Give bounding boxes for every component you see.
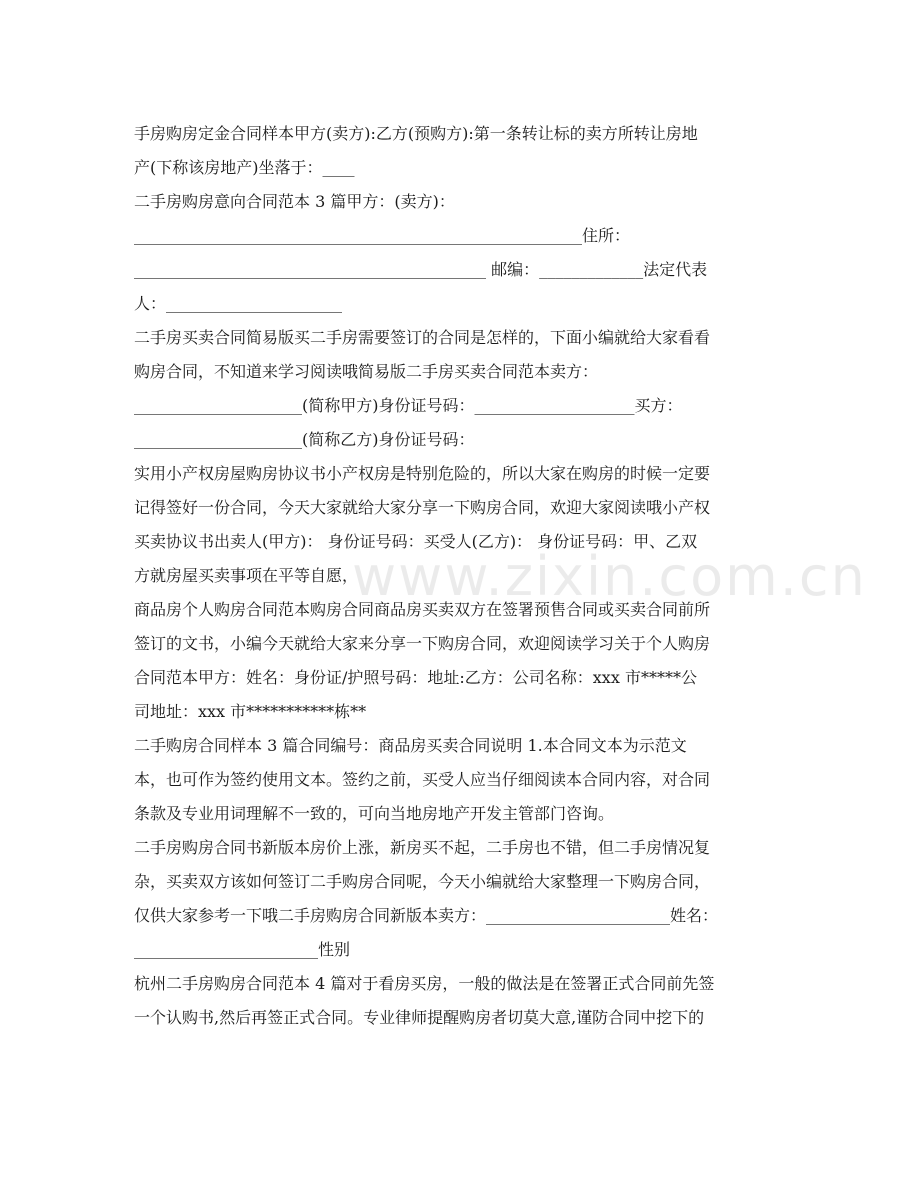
- text-line: _______________________性别: [134, 940, 351, 959]
- text-line: ____________________________________________ 邮编：_____________法定代表: [134, 260, 708, 279]
- text-line: 一个认购书,然后再签正式合同。专业律师提醒购房者切莫大意,谨防合同中挖下的: [134, 1008, 705, 1027]
- text-line: 杂，买卖双方该如何签订二手购房合同呢，今天小编就给大家整理一下购房合同，: [134, 872, 711, 891]
- text-line: 二手房买卖合同简易版买二手房需要签订的合同是怎样的，下面小编就给大家看看: [134, 328, 711, 347]
- text-line: 杭州二手房购房合同范本 4 篇对于看房买房，一般的做法是在签署正式合同前先签: [134, 974, 715, 993]
- text-line: 二手购房合同样本 3 篇合同编号：商品房买卖合同说明 1.本合同文本为示范文: [134, 736, 687, 755]
- text-line: 二手房购房合同书新版本房价上涨，新房买不起，二手房也不错，但二手房情况复: [134, 838, 711, 857]
- text-line: 人：______________________: [134, 294, 343, 313]
- text-line: 二手房购房意向合同范本 3 篇甲方：(卖方)：: [134, 192, 455, 211]
- text-line: 手房购房定金合同样本甲方(卖方):乙方(预购方):第一条转让标的卖方所转让房地: [134, 124, 698, 143]
- text-line: 商品房个人购房合同范本购房合同商品房买卖双方在签署预售合同或买卖合同前所: [134, 600, 711, 619]
- text-line: 方就房屋买卖事项在平等自愿，: [134, 566, 359, 585]
- text-line: _____________________(简称甲方)身份证号码：____________________买方：: [134, 396, 683, 415]
- text-line: 记得签好一份合同，今天大家就给大家分享一下购房合同，欢迎大家阅读哦小产权: [134, 498, 711, 517]
- text-line: _____________________(简称乙方)身份证号码：: [134, 430, 475, 449]
- text-line: 买卖协议书出卖人(甲方)： 身份证号码：买受人(乙方)： 身份证号码：甲、乙双: [134, 532, 698, 551]
- text-line: 本，也可作为签约使用文本。签约之前，买受人应当仔细阅读本合同内容，对合同: [134, 770, 711, 789]
- watermark: www.zixin.com.cn: [352, 545, 867, 608]
- text-line: 签订的文书，小编今天就给大家来分享一下购房合同，欢迎阅读学习关于个人购房: [134, 634, 711, 653]
- text-line: 条款及专业用词理解不一致的，可向当地房地产开发主管部门咨询。: [134, 804, 615, 823]
- text-line: ________________________________________________________住所：: [134, 226, 631, 245]
- text-line: 购房合同，不知道来学习阅读哦简易版二手房买卖合同范本卖方：: [134, 362, 599, 381]
- text-line: 产(下称该房地产)坐落于：____: [134, 158, 355, 177]
- document-body: [134, 117, 794, 1035]
- text-line: 仅供大家参考一下哦二手房购房合同新版本卖方：_______________________姓名：: [134, 906, 719, 925]
- text-line: 合同范本甲方：姓名：身份证/护照号码：地址:乙方：公司名称：xxx 市*****公: [134, 668, 697, 687]
- text-line: 司地址：xxx 市***********栋**: [134, 702, 367, 721]
- text-line: 实用小产权房屋购房协议书小产权房是特别危险的，所以大家在购房的时候一定要: [134, 464, 711, 483]
